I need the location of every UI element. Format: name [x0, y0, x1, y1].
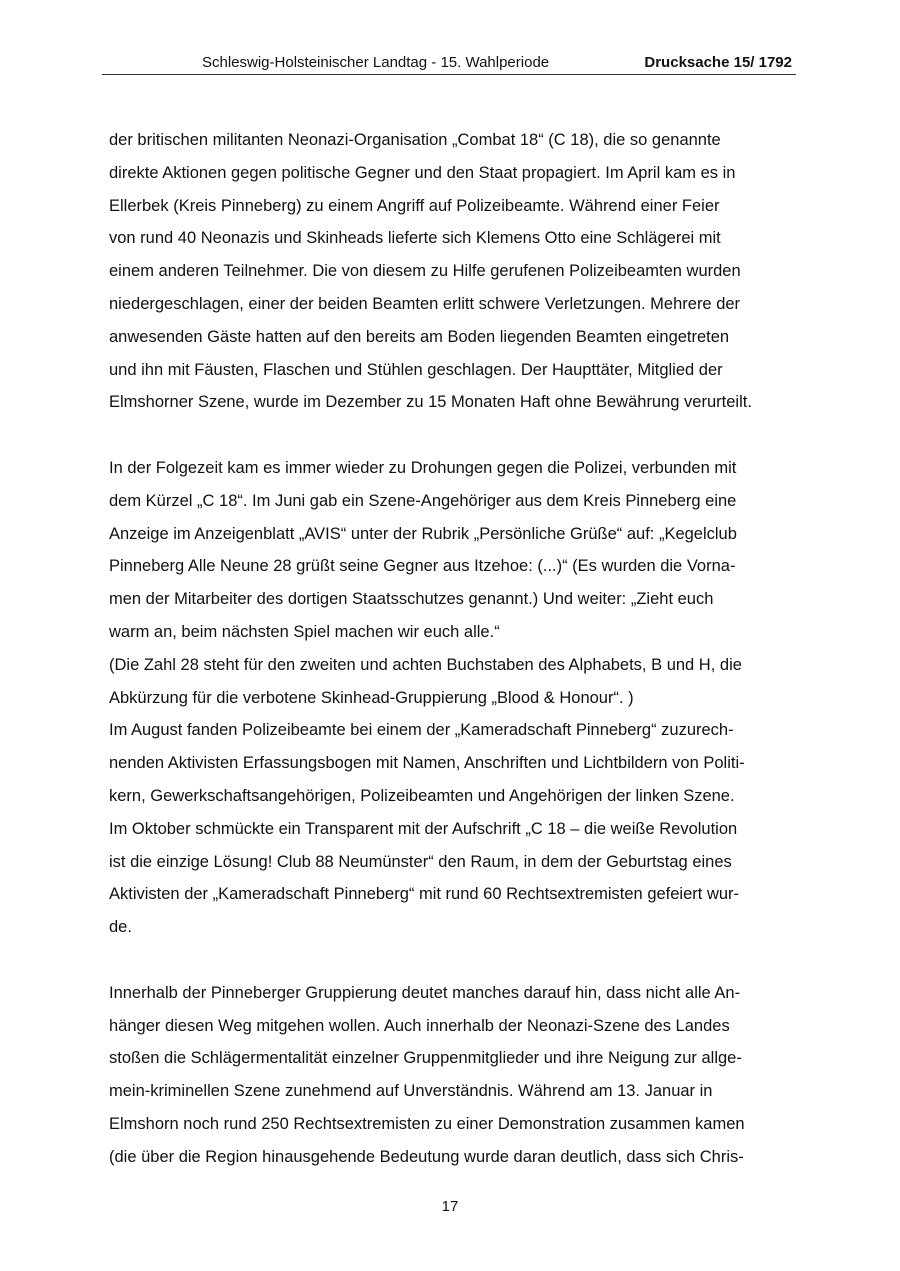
text-line: In der Folgezeit kam es immer wieder zu Drohungen gegen die Polizei, verbunden mit — [109, 458, 737, 477]
text-line: nenden Aktivisten Erfassungsbogen mit Namen, Anschriften und Lichtbildern von Politi- — [109, 754, 745, 773]
text-line: der britischen militanten Neonazi-Organisation „Combat 18“ (C 18), die so genannte — [109, 131, 721, 149]
text-line: ist die einzige Lösung! Club 88 Neumünster“ den Raum, in dem der Geburtstag eines — [109, 852, 732, 871]
text-line: men der Mitarbeiter des dortigen Staatsschutzes genannt.) Und weiter: „Zieht euch — [109, 590, 714, 609]
text-line: (Die Zahl 28 steht für den zweiten und achten Buchstaben des Alphabets, B und H, die — [109, 655, 742, 674]
text-line: (die über die Region hinausgehende Bedeutung wurde daran deutlich, dass sich Chris- — [109, 1147, 744, 1166]
header-title: Schleswig-Holsteinischer Landtag - 15. Wahlperiode — [202, 54, 550, 71]
text-line: warm an, beim nächsten Spiel machen wir euch alle.“ — [109, 622, 500, 641]
paragraph-3 — [109, 977, 799, 1174]
text-line: Pinneberg Alle Neune 28 grüßt seine Gegner aus Itzehoe: (...)“ (Es wurden die Vorna- — [109, 557, 736, 576]
text-line: direkte Aktionen gegen politische Gegner und den Staat propagiert. Im April kam es in — [109, 163, 736, 182]
text-line: niedergeschlagen, einer der beiden Beamten erlitt schwere Verletzungen. Mehrere der — [109, 294, 741, 313]
text-line: anwesenden Gäste hatten auf den bereits am Boden liegenden Beamten eingetreten — [109, 327, 730, 346]
text-line: dem Kürzel „C 18“. Im Juni gab ein Szene-Angehöriger aus dem Kreis Pinneberg eine — [109, 491, 737, 510]
paragraph-1 — [109, 124, 799, 419]
text-line: und ihn mit Fäusten, Flaschen und Stühlen geschlagen. Der Haupttäter, Mitglied der — [109, 360, 723, 379]
text-line: Innerhalb der Pinneberger Gruppierung deutet manches darauf hin, dass nicht alle An- — [109, 983, 741, 1002]
body-text — [109, 124, 799, 1174]
page-header — [102, 52, 796, 75]
text-line: Ellerbek (Kreis Pinneberg) zu einem Angriff auf Polizeibeamte. Während einer Feier — [109, 196, 720, 215]
text-line: kern, Gewerkschaftsangehörigen, Polizeibeamten und Angehörigen der linken Szene. — [109, 786, 735, 805]
text-line: de. — [109, 918, 132, 937]
text-line: von rund 40 Neonazis und Skinheads lieferte sich Klemens Otto eine Schlägerei mit — [109, 229, 721, 248]
paragraph-gap — [109, 944, 799, 977]
text-line: Im August fanden Polizeibeamte bei einem der „Kameradschaft Pinneberg“ zuzurech- — [109, 721, 734, 740]
text-line: Abkürzung für die verbotene Skinhead-Gruppierung „Blood & Honour“. ) — [109, 688, 634, 707]
paragraph-gap — [109, 419, 799, 452]
text-line: Elmshorn noch rund 250 Rechtsextremisten zu einer Demonstration zusammen kamen — [109, 1114, 745, 1133]
text-line: Anzeige im Anzeigenblatt „AVIS“ unter der Rubrik „Persönliche Grüße“ auf: „Kegelclub — [109, 524, 737, 543]
text-line: mein-kriminellen Szene zunehmend auf Unverständnis. Während am 13. Januar in — [109, 1082, 713, 1101]
document-number: Drucksache 15/ 1792 — [644, 54, 792, 71]
text-line: Elmshorner Szene, wurde im Dezember zu 15 Monaten Haft ohne Bewährung verurteilt. — [109, 393, 752, 412]
text-line: Aktivisten der „Kameradschaft Pinneberg“ mit rund 60 Rechtsextremisten gefeiert wur- — [109, 885, 740, 904]
text-line: hänger diesen Weg mitgehen wollen. Auch innerhalb der Neonazi-Szene des Landes — [109, 1016, 730, 1035]
text-line: Im Oktober schmückte ein Transparent mit der Aufschrift „C 18 – die weiße Revolution — [109, 819, 738, 838]
paragraph-2 — [109, 452, 799, 944]
text-line: einem anderen Teilnehmer. Die von diesem zu Hilfe gerufenen Polizeibeamten wurden — [109, 262, 741, 281]
page-number: 17 — [441, 1198, 459, 1215]
text-line: stoßen die Schlägermentalität einzelner Gruppenmitglieder und ihre Neigung zur allge- — [109, 1049, 742, 1068]
